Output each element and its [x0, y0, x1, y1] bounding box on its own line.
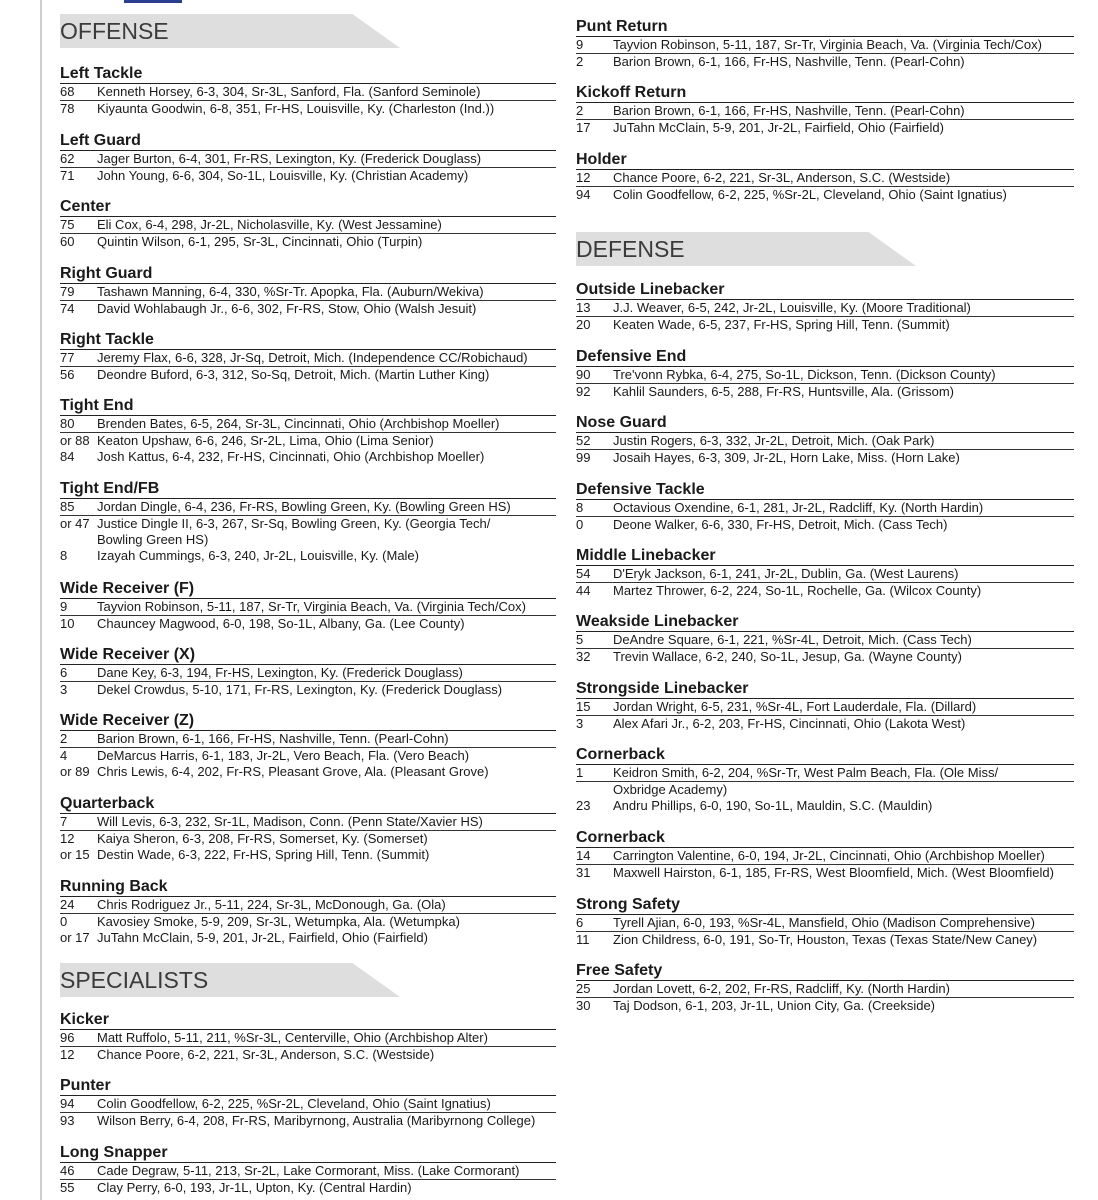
position-group-tight-end-fb	[60, 479, 556, 564]
jersey-number: or 47	[60, 516, 90, 531]
jersey-number: 92	[576, 384, 591, 399]
jersey-number: 12	[60, 831, 75, 846]
player-row	[576, 932, 1074, 948]
player-row	[60, 1030, 556, 1047]
player-info: Trevin Wallace, 6-2, 240, So-1L, Jesup, Ga. (Wayne County)	[613, 649, 962, 664]
position-heading: Wide Receiver (Z)	[60, 711, 556, 731]
position-heading: Defensive Tackle	[576, 480, 1074, 500]
position-heading: Left Guard	[60, 131, 556, 151]
player-info: Clay Perry, 6-0, 193, Jr-1L, Upton, Ky. (Central Hardin)	[97, 1180, 412, 1195]
position-heading: Running Back	[60, 877, 556, 897]
player-info: Eli Cox, 6-4, 298, Jr-2L, Nicholasville, Ky. (West Jessamine)	[97, 217, 442, 232]
jersey-number: 56	[60, 367, 75, 382]
position-heading: Outside Linebacker	[576, 280, 1074, 300]
player-info: Justin Rogers, 6-3, 332, Jr-2L, Detroit, Mich. (Oak Park)	[613, 433, 935, 448]
jersey-number: 11	[576, 932, 590, 947]
top-accent-bar	[124, 0, 182, 3]
position-group-outside-linebacker	[576, 280, 1074, 333]
jersey-number: 8	[60, 548, 68, 563]
player-row	[60, 367, 556, 383]
position-heading: Tight End	[60, 396, 556, 416]
jersey-number: 80	[60, 416, 75, 431]
position-heading: Strong Safety	[576, 895, 1074, 915]
player-info: Chris Lewis, 6-4, 202, Fr-RS, Pleasant Grove, Ala. (Pleasant Grove)	[97, 764, 489, 779]
player-info: Tashawn Manning, 6-4, 330, %Sr-Tr. Apopka, Fla. (Auburn/Wekiva)	[97, 284, 484, 299]
position-heading: Free Safety	[576, 961, 1074, 981]
player-info: Chris Rodriguez Jr., 5-11, 224, Sr-3L, McDonough, Ga. (Ola)	[97, 897, 446, 912]
offense-banner	[60, 14, 556, 48]
defense-banner	[576, 232, 1074, 266]
position-heading: Punt Return	[576, 17, 1074, 37]
position-heading: Middle Linebacker	[576, 546, 1074, 566]
jersey-number: 93	[60, 1113, 75, 1128]
position-group-wide-receiver-x	[60, 645, 556, 698]
position-heading: Long Snapper	[60, 1143, 556, 1163]
jersey-number: 68	[60, 84, 75, 99]
player-row	[576, 632, 1074, 649]
jersey-number: 2	[576, 103, 584, 118]
player-row	[60, 831, 556, 847]
player-info: Jager Burton, 6-4, 301, Fr-RS, Lexington, Ky. (Frederick Douglass)	[97, 151, 482, 166]
player-row	[576, 450, 1074, 466]
jersey-number: 23	[576, 798, 591, 813]
player-info: Barion Brown, 6-1, 166, Fr-HS, Nashville, Tenn. (Pearl-Cohn)	[613, 54, 965, 69]
player-row	[60, 764, 556, 780]
player-row	[576, 170, 1074, 187]
position-group-left-tackle	[60, 64, 556, 117]
player-row	[60, 847, 556, 863]
jersey-number: 6	[576, 915, 584, 930]
jersey-number: 2	[60, 731, 68, 746]
player-row	[576, 384, 1074, 400]
position-group-kicker	[60, 1010, 556, 1063]
position-heading: Holder	[576, 150, 1074, 170]
position-group-center	[60, 197, 556, 250]
player-row	[60, 1096, 556, 1113]
player-info: Keaton Upshaw, 6-6, 246, Sr-2L, Lima, Ohio (Lima Senior)	[97, 433, 434, 448]
jersey-number: 79	[60, 284, 75, 299]
position-group-long-snapper	[60, 1143, 556, 1196]
position-heading: Right Tackle	[60, 330, 556, 350]
player-row	[576, 699, 1074, 716]
position-group-strongside-linebacker	[576, 679, 1074, 732]
player-info: Maxwell Hairston, 6-1, 185, Fr-RS, West Bloomfield, Mich. (West Bloomfield)	[613, 865, 1054, 880]
player-info: DeMarcus Harris, 6-1, 183, Jr-2L, Vero Beach, Fla. (Vero Beach)	[97, 748, 470, 763]
player-row	[576, 300, 1074, 317]
player-row	[576, 798, 1074, 814]
position-group-middle-linebacker	[576, 546, 1074, 599]
position-heading: Wide Receiver (F)	[60, 579, 556, 599]
player-info: Jordan Wright, 6-5, 231, %Sr-4L, Fort Lauderdale, Fla. (Dillard)	[613, 699, 977, 714]
specialists-banner-title: SPECIALISTS	[60, 967, 209, 993]
jersey-number: 78	[60, 101, 75, 116]
position-group-quarterback	[60, 794, 556, 863]
jersey-number: or 15	[60, 847, 90, 862]
jersey-number: or 89	[60, 764, 90, 779]
player-row	[60, 930, 556, 946]
player-row	[60, 532, 556, 548]
player-info: Alex Afari Jr., 6-2, 203, Fr-HS, Cincinnati, Ohio (Lakota West)	[613, 716, 966, 731]
jersey-number: 12	[576, 170, 591, 185]
player-info: Zion Childress, 6-0, 191, So-Tr, Houston, Texas (Texas State/New Caney)	[613, 932, 1038, 947]
player-info: Chauncey Magwood, 6-0, 198, So-1L, Albany, Ga. (Lee County)	[97, 616, 465, 631]
position-group-weakside-linebacker	[576, 612, 1074, 665]
player-info: Keidron Smith, 6-2, 204, %Sr-Tr, West Palm Beach, Fla. (Ole Miss/	[613, 765, 999, 780]
jersey-number: 0	[576, 517, 584, 532]
defense-banner-title: DEFENSE	[576, 236, 685, 262]
position-group-holder	[576, 150, 1074, 203]
page-left-border	[40, 0, 42, 1200]
player-info: Taj Dodson, 6-1, 203, Jr-1L, Union City, Ga. (Creekside)	[613, 998, 936, 1013]
player-info: Chance Poore, 6-2, 221, Sr-3L, Anderson, S.C. (Westside)	[613, 170, 951, 185]
player-row	[576, 649, 1074, 665]
player-info: Josaih Hayes, 6-3, 309, Jr-2L, Horn Lake, Miss. (Horn Lake)	[613, 450, 960, 465]
jersey-number: 44	[576, 583, 591, 598]
position-heading: Wide Receiver (X)	[60, 645, 556, 665]
jersey-number: 24	[60, 897, 75, 912]
player-row	[60, 665, 556, 682]
player-info: Tyrell Ajian, 6-0, 193, %Sr-4L, Mansfield, Ohio (Madison Comprehensive)	[613, 915, 1035, 930]
player-row	[60, 731, 556, 748]
player-row	[576, 981, 1074, 998]
player-info: Kavosiey Smoke, 5-9, 209, Sr-3L, Wetumpka, Ala. (Wetumpka)	[97, 914, 460, 929]
player-info: Quintin Wilson, 6-1, 295, Sr-3L, Cincinnati, Ohio (Turpin)	[97, 234, 423, 249]
player-info: David Wohlabaugh Jr., 6-6, 302, Fr-RS, Stow, Ohio (Walsh Jesuit)	[97, 301, 477, 316]
jersey-number: 14	[576, 848, 591, 863]
jersey-number: 71	[60, 168, 75, 183]
player-row	[576, 848, 1074, 865]
player-row	[60, 416, 556, 433]
position-group-right-guard	[60, 264, 556, 317]
position-heading: Strongside Linebacker	[576, 679, 1074, 699]
position-heading: Nose Guard	[576, 413, 1074, 433]
jersey-number: 15	[576, 699, 591, 714]
player-info: DeAndre Square, 6-1, 221, %Sr-4L, Detroit, Mich. (Cass Tech)	[613, 632, 972, 647]
player-row	[576, 998, 1074, 1014]
player-row	[60, 284, 556, 301]
player-info: Oxbridge Academy)	[613, 782, 728, 797]
position-group-left-guard	[60, 131, 556, 184]
player-info: Justice Dingle II, 6-3, 267, Sr-Sq, Bowling Green, Ky. (Georgia Tech/	[97, 516, 491, 531]
jersey-number: 4	[60, 748, 68, 763]
jersey-number: 75	[60, 217, 75, 232]
offense-banner-title: OFFENSE	[60, 18, 169, 44]
position-group-free-safety	[576, 961, 1074, 1014]
player-row	[60, 548, 556, 564]
position-heading: Quarterback	[60, 794, 556, 814]
player-row	[60, 84, 556, 101]
jersey-number: 52	[576, 433, 591, 448]
player-info: Destin Wade, 6-3, 222, Fr-HS, Spring Hill, Tenn. (Summit)	[97, 847, 430, 862]
player-info: D'Eryk Jackson, 6-1, 241, Jr-2L, Dublin, Ga. (West Laurens)	[613, 566, 959, 581]
player-row	[576, 120, 1074, 136]
jersey-number: or 88	[60, 433, 90, 448]
player-row	[60, 101, 556, 117]
player-row	[60, 234, 556, 250]
position-group-kickoff-return	[576, 83, 1074, 136]
player-info: Octavious Oxendine, 6-1, 281, Jr-2L, Radcliff, Ky. (North Hardin)	[613, 500, 984, 515]
player-info: Chance Poore, 6-2, 221, Sr-3L, Anderson, S.C. (Westside)	[97, 1047, 435, 1062]
player-row	[60, 616, 556, 632]
jersey-number: 60	[60, 234, 75, 249]
player-row	[60, 499, 556, 516]
player-info: Tayvion Robinson, 5-11, 187, Sr-Tr, Virginia Beach, Va. (Virginia Tech/Cox)	[97, 599, 526, 614]
player-row	[576, 566, 1074, 583]
position-heading: Punter	[60, 1076, 556, 1096]
player-info: Tre'vonn Rybka, 6-4, 275, So-1L, Dickson, Tenn. (Dickson County)	[613, 367, 996, 382]
jersey-number: 74	[60, 301, 75, 316]
player-row	[60, 897, 556, 914]
player-row	[576, 915, 1074, 932]
jersey-number: 9	[576, 37, 584, 52]
jersey-number: 99	[576, 450, 591, 465]
jersey-number: 2	[576, 54, 584, 69]
player-info: John Young, 6-6, 304, So-1L, Louisville, Ky. (Christian Academy)	[97, 168, 469, 183]
player-info: Carrington Valentine, 6-0, 194, Jr-2L, Cincinnati, Ohio (Archbishop Moeller)	[613, 848, 1045, 863]
jersey-number: 90	[576, 367, 591, 382]
jersey-number: 84	[60, 449, 75, 464]
player-row	[60, 217, 556, 234]
player-row	[60, 682, 556, 698]
jersey-number: 3	[60, 682, 68, 697]
position-group-punt-return	[576, 17, 1074, 70]
position-group-punter	[60, 1076, 556, 1129]
player-info: JuTahn McClain, 5-9, 201, Jr-2L, Fairfield, Ohio (Fairfield)	[97, 930, 428, 945]
player-info: Martez Thrower, 6-2, 224, So-1L, Rochelle, Ga. (Wilcox County)	[613, 583, 982, 598]
player-info: Andru Phillips, 6-0, 190, So-1L, Mauldin, S.C. (Mauldin)	[613, 798, 933, 813]
player-info: Dekel Crowdus, 5-10, 171, Fr-RS, Lexington, Ky. (Frederick Douglass)	[97, 682, 503, 697]
jersey-number: 5	[576, 632, 584, 647]
player-row	[576, 317, 1074, 333]
player-info: Brenden Bates, 6-5, 264, Sr-3L, Cincinnati, Ohio (Archbishop Moeller)	[97, 416, 500, 431]
player-info: Jordan Lovett, 6-2, 202, Fr-RS, Radcliff, Ky. (North Hardin)	[613, 981, 950, 996]
position-heading: Kicker	[60, 1010, 556, 1030]
jersey-number: 13	[576, 300, 591, 315]
player-row	[576, 583, 1074, 599]
position-group-right-tackle	[60, 330, 556, 383]
position-group-tight-end	[60, 396, 556, 465]
player-info: Kiyaunta Goodwin, 6-8, 351, Fr-HS, Louisville, Ky. (Charleston (Ind.))	[97, 101, 495, 116]
position-group-cornerback	[576, 745, 1074, 814]
jersey-number: 30	[576, 998, 591, 1013]
player-row	[576, 187, 1074, 203]
jersey-number: 31	[576, 865, 591, 880]
position-heading: Cornerback	[576, 828, 1074, 848]
position-heading: Left Tackle	[60, 64, 556, 84]
jersey-number: 62	[60, 151, 75, 166]
player-info: Wilson Berry, 6-4, 208, Fr-RS, Maribyrnong, Australia (Maribyrnong College)	[97, 1113, 536, 1128]
jersey-number: 9	[60, 599, 68, 614]
jersey-number: 17	[576, 120, 591, 135]
player-info: Barion Brown, 6-1, 166, Fr-HS, Nashville, Tenn. (Pearl-Cohn)	[97, 731, 449, 746]
specialists-banner	[60, 963, 556, 997]
position-group-wide-receiver-z	[60, 711, 556, 780]
jersey-number: 32	[576, 649, 591, 664]
jersey-number: 46	[60, 1163, 75, 1178]
player-row	[576, 37, 1074, 54]
position-group-cornerback	[576, 828, 1074, 881]
player-info: Deondre Buford, 6-3, 312, So-Sq, Detroit, Mich. (Martin Luther King)	[97, 367, 490, 382]
player-info: Kahlil Saunders, 6-5, 288, Fr-RS, Huntsville, Ala. (Grissom)	[613, 384, 955, 399]
jersey-number: 12	[60, 1047, 75, 1062]
player-row	[576, 716, 1074, 732]
jersey-number: 1	[576, 765, 584, 780]
player-row	[60, 1180, 556, 1196]
player-row	[60, 914, 556, 930]
player-row	[576, 865, 1074, 881]
player-info: Barion Brown, 6-1, 166, Fr-HS, Nashville, Tenn. (Pearl-Cohn)	[613, 103, 965, 118]
player-info: Colin Goodfellow, 6-2, 225, %Sr-2L, Cleveland, Ohio (Saint Ignatius)	[613, 187, 1007, 202]
player-info: Jeremy Flax, 6-6, 328, Jr-Sq, Detroit, Mich. (Independence CC/Robichaud)	[97, 350, 528, 365]
player-row	[60, 1163, 556, 1180]
player-row	[576, 765, 1074, 782]
position-heading: Weakside Linebacker	[576, 612, 1074, 632]
player-info: Cade Degraw, 5-11, 213, Sr-2L, Lake Cormorant, Miss. (Lake Cormorant)	[97, 1163, 520, 1178]
jersey-number: 20	[576, 317, 591, 332]
jersey-number: 94	[60, 1096, 75, 1111]
jersey-number: 8	[576, 500, 584, 515]
player-row	[60, 301, 556, 317]
jersey-number: or 17	[60, 930, 90, 945]
player-info: Kenneth Horsey, 6-3, 304, Sr-3L, Sanford, Fla. (Sanford Seminole)	[97, 84, 481, 99]
player-row	[60, 814, 556, 831]
player-info: Keaten Wade, 6-5, 237, Fr-HS, Spring Hill, Tenn. (Summit)	[613, 317, 950, 332]
jersey-number: 0	[60, 914, 68, 929]
player-row	[576, 782, 1074, 798]
player-info: Colin Goodfellow, 6-2, 225, %Sr-2L, Cleveland, Ohio (Saint Ignatius)	[97, 1096, 491, 1111]
player-info: Jordan Dingle, 6-4, 236, Fr-RS, Bowling Green, Ky. (Bowling Green HS)	[97, 499, 511, 514]
player-row	[60, 168, 556, 184]
player-info: Dane Key, 6-3, 194, Fr-HS, Lexington, Ky. (Frederick Douglass)	[97, 665, 463, 680]
player-row	[60, 1047, 556, 1063]
position-group-defensive-tackle	[576, 480, 1074, 533]
position-group-running-back	[60, 877, 556, 946]
position-group-strong-safety	[576, 895, 1074, 948]
position-group-nose-guard	[576, 413, 1074, 466]
player-row	[576, 54, 1074, 70]
player-row	[60, 350, 556, 367]
player-row	[60, 433, 556, 449]
position-heading: Cornerback	[576, 745, 1074, 765]
player-info: Kaiya Sheron, 6-3, 208, Fr-RS, Somerset, Ky. (Somerset)	[97, 831, 428, 846]
jersey-number: 55	[60, 1180, 75, 1195]
player-row	[576, 367, 1074, 384]
player-row	[60, 151, 556, 168]
position-heading: Kickoff Return	[576, 83, 1074, 103]
player-row	[576, 103, 1074, 120]
position-heading: Center	[60, 197, 556, 217]
player-row	[576, 517, 1074, 533]
player-row	[60, 449, 556, 465]
player-row	[576, 433, 1074, 450]
player-row	[576, 500, 1074, 517]
position-heading: Defensive End	[576, 347, 1074, 367]
position-heading: Right Guard	[60, 264, 556, 284]
jersey-number: 77	[60, 350, 75, 365]
player-info: Bowling Green HS)	[97, 532, 209, 547]
jersey-number: 85	[60, 499, 75, 514]
player-row	[60, 599, 556, 616]
player-info: Matt Ruffolo, 5-11, 211, %Sr-3L, Centerville, Ohio (Archbishop Alter)	[97, 1030, 488, 1045]
player-info: J.J. Weaver, 6-5, 242, Jr-2L, Louisville, Ky. (Moore Traditional)	[613, 300, 971, 315]
jersey-number: 25	[576, 981, 591, 996]
jersey-number: 3	[576, 716, 584, 731]
position-heading: Tight End/FB	[60, 479, 556, 499]
jersey-number: 7	[60, 814, 68, 829]
jersey-number: 10	[60, 616, 75, 631]
jersey-number: 94	[576, 187, 591, 202]
jersey-number: 54	[576, 566, 591, 581]
player-info: Will Levis, 6-3, 232, Sr-1L, Madison, Conn. (Penn State/Xavier HS)	[97, 814, 483, 829]
player-info: JuTahn McClain, 5-9, 201, Jr-2L, Fairfield, Ohio (Fairfield)	[613, 120, 944, 135]
player-info: Izayah Cummings, 6-3, 240, Jr-2L, Louisville, Ky. (Male)	[97, 548, 419, 563]
player-info: Tayvion Robinson, 5-11, 187, Sr-Tr, Virginia Beach, Va. (Virginia Tech/Cox)	[613, 37, 1042, 52]
player-info: Josh Kattus, 6-4, 232, Fr-HS, Cincinnati, Ohio (Archbishop Moeller)	[97, 449, 485, 464]
position-group-defensive-end	[576, 347, 1074, 400]
player-info: Deone Walker, 6-6, 330, Fr-HS, Detroit, Mich. (Cass Tech)	[613, 517, 948, 532]
player-row	[60, 1113, 556, 1129]
player-row	[60, 748, 556, 764]
position-group-wide-receiver-f	[60, 579, 556, 632]
jersey-number: 6	[60, 665, 68, 680]
player-row	[60, 516, 556, 532]
jersey-number: 96	[60, 1030, 75, 1045]
